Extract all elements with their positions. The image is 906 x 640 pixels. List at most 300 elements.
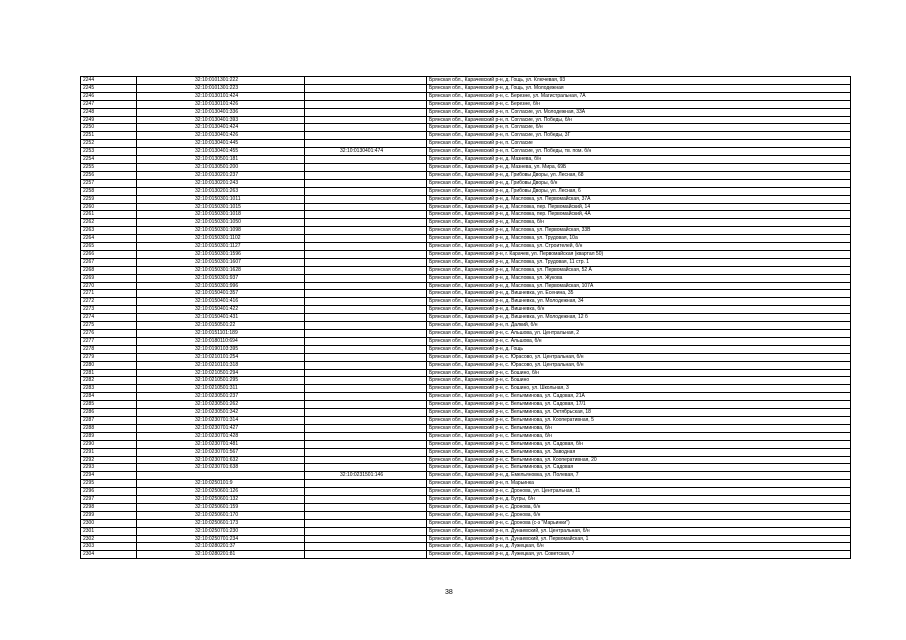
table-row [81,282,851,290]
address-cell: Брянская обл., Карачевский р-н, с. Вельяминова, ул. Кооперативная, 5 [427,416,851,424]
cadastral-number-cell: 32:10:0280201:37 [137,543,305,551]
row-number-cell: 2268 [81,266,137,274]
table-row [81,424,851,432]
address-cell: Брянская обл., Карачевский р-н, с. Вельяминова, ул. Садовая [427,464,851,472]
linked-cadastral-number-cell [305,416,427,424]
address-cell: Брянская обл., Карачевский р-н, д. Мазнева, б/н [427,156,851,164]
row-number-cell: 2277 [81,337,137,345]
row-number-cell: 2250 [81,124,137,132]
table-row [81,298,851,306]
row-number-cell: 2288 [81,424,137,432]
table-row [81,432,851,440]
row-number-cell: 2274 [81,314,137,322]
address-cell: Брянская обл., Карачевский р-н, с. Дронова, б/н [427,503,851,511]
linked-cadastral-number-cell [305,179,427,187]
linked-cadastral-number-cell [305,393,427,401]
cadastral-number-cell: 32:10:0130201:243 [137,179,305,187]
cadastral-number-cell: 32:10:0230501:237 [137,393,305,401]
address-cell: Брянская обл., Карачевский р-н, с. Юрасово, ул. Центральная, б/н [427,353,851,361]
address-cell: Брянская обл., Карачевский р-н, с. Вельяминова, ул. Заводная [427,448,851,456]
cadastral-number-cell: 32:10:0130101:426 [137,100,305,108]
cadastral-number-cell: 32:10:0150301:1596 [137,250,305,258]
cadastral-number-cell: 32:10:0130401:393 [137,116,305,124]
cadastral-number-cell: 32:10:0210101:254 [137,353,305,361]
row-number-cell: 2262 [81,219,137,227]
row-number-cell: 2291 [81,448,137,456]
address-cell: Брянская обл., Карачевский р-н, д. Масловка, ул. Трудовая, 10а [427,235,851,243]
cadastral-number-cell: 32:10:0230701:427 [137,424,305,432]
address-cell: Брянская обл., Карачевский р-н, п. Согласие, ул. Победы, 3Г [427,132,851,140]
linked-cadastral-number-cell [305,448,427,456]
linked-cadastral-number-cell [305,171,427,179]
cadastral-number-cell: 32:10:0250701:230 [137,527,305,535]
cadastral-number-cell: 32:10:0150301:1102 [137,235,305,243]
cadastral-number-cell [137,472,305,480]
linked-cadastral-number-cell [305,503,427,511]
linked-cadastral-number-cell [305,401,427,409]
address-cell: Брянская обл., Карачевский р-н, д. Масловка, ул. Жукова [427,274,851,282]
cadastral-number-cell: 32:10:0101301:223 [137,84,305,92]
cadastral-table [80,76,851,559]
row-number-cell: 2270 [81,282,137,290]
table-row [81,250,851,258]
address-cell: Брянская обл., Карачевский р-н, п. Согласие, ул. Победы, б/н [427,116,851,124]
cadastral-number-cell: 32:10:0150501:22 [137,322,305,330]
linked-cadastral-number-cell [305,219,427,227]
address-cell: Брянская обл., Карачевский р-н, д. Вишневка, б/н [427,306,851,314]
address-cell: Брянская обл., Карачевский р-н, п. Дунаевский, ул. Первомайская, 1 [427,535,851,543]
table-row [81,409,851,417]
linked-cadastral-number-cell [305,456,427,464]
table-row [81,440,851,448]
row-number-cell: 2256 [81,171,137,179]
table-row [81,330,851,338]
table-row [81,377,851,385]
table-row [81,314,851,322]
address-cell: Брянская обл., Карачевский р-н, д. Емельяновка, ул. Полевая, 7 [427,472,851,480]
table-row [81,156,851,164]
linked-cadastral-number-cell [305,385,427,393]
row-number-cell: 2264 [81,235,137,243]
address-cell: Брянская обл., Карачевский р-н, п. Согласие [427,140,851,148]
cadastral-number-cell: 32:10:0150301:1628 [137,266,305,274]
cadastral-number-cell: 32:10:0150401:431 [137,314,305,322]
address-cell: Брянская обл., Карачевский р-н, д. Масловка, пер. Первомайский, 4А [427,211,851,219]
row-number-cell: 2297 [81,496,137,504]
row-number-cell: 2293 [81,464,137,472]
cadastral-number-cell: 32:10:0210501:294 [137,369,305,377]
row-number-cell: 2253 [81,148,137,156]
table-row [81,211,851,219]
table-row [81,322,851,330]
row-number-cell: 2251 [81,132,137,140]
table-row [81,179,851,187]
table-row [81,187,851,195]
row-number-cell: 2279 [81,353,137,361]
row-number-cell: 2272 [81,298,137,306]
address-cell: Брянская обл., Карачевский р-н, п. Согласие, б/н [427,124,851,132]
linked-cadastral-number-cell [305,258,427,266]
address-cell: Брянская обл., Карачевский р-н, д. Масловка, ул. Строителей, б/н [427,243,851,251]
linked-cadastral-number-cell [305,496,427,504]
address-cell: Брянская обл., Карачевский р-н, д. Грибовы Дворы, ул. Лесная, 6 [427,187,851,195]
address-cell: Брянская обл., Карачевский р-н, с. Юрасово, ул. Центральная, б/н [427,361,851,369]
table-row [81,345,851,353]
linked-cadastral-number-cell [305,306,427,314]
linked-cadastral-number-cell [305,551,427,559]
table-row [81,503,851,511]
linked-cadastral-number-cell [305,84,427,92]
cadastral-number-cell: 32:10:0230701:638 [137,464,305,472]
cadastral-number-cell: 32:10:0150301:1011 [137,195,305,203]
cadastral-number-cell: 32:10:0151101:189 [137,330,305,338]
cadastral-number-cell: 32:10:0130401:455 [137,148,305,156]
row-number-cell: 2255 [81,163,137,171]
address-cell: Брянская обл., Карачевский р-н, д. Масловка, ул. Трудовая, 11 стр. 1 [427,258,851,266]
cadastral-number-cell: 32:10:0150301:1015 [137,203,305,211]
cadastral-number-cell: 32:10:0230701:428 [137,432,305,440]
row-number-cell: 2247 [81,100,137,108]
row-number-cell: 2249 [81,116,137,124]
linked-cadastral-number-cell [305,424,427,432]
row-number-cell: 2267 [81,258,137,266]
table-row [81,369,851,377]
linked-cadastral-number-cell [305,369,427,377]
cadastral-number-cell: 32:10:0230701:314 [137,416,305,424]
row-number-cell: 2245 [81,84,137,92]
linked-cadastral-number-cell [305,361,427,369]
linked-cadastral-number-cell [305,535,427,543]
table-row [81,219,851,227]
table-row [81,243,851,251]
address-cell: Брянская обл., Карачевский р-н, д. Вишневка, ул. Молодежная, 12 б [427,314,851,322]
row-number-cell: 2285 [81,401,137,409]
row-number-cell: 2257 [81,179,137,187]
linked-cadastral-number-cell: 32:10:0130401:474 [305,148,427,156]
row-number-cell: 2286 [81,409,137,417]
table-row [81,551,851,559]
cadastral-number-cell: 32:10:0210501:311 [137,385,305,393]
table-row [81,306,851,314]
table-row [81,472,851,480]
row-number-cell: 2290 [81,440,137,448]
address-cell: Брянская обл., Карачевский р-н, п. Далкий, б/н [427,322,851,330]
table-row [81,132,851,140]
cadastral-number-cell: 32:10:0130201:237 [137,171,305,179]
row-number-cell: 2276 [81,330,137,338]
table-row [81,290,851,298]
cadastral-number-cell: 32:10:0230501:342 [137,409,305,417]
table-row [81,274,851,282]
cadastral-number-cell: 32:10:0210501:295 [137,377,305,385]
address-cell: Брянская обл., Карачевский р-н, с. Вельяминова, б/н [427,432,851,440]
row-number-cell: 2246 [81,92,137,100]
cadastral-number-cell: 32:10:0250601:170 [137,511,305,519]
row-number-cell: 2298 [81,503,137,511]
row-number-cell: 2284 [81,393,137,401]
address-cell: Брянская обл., Карачевский р-н, с. Вельяминова, ул. Садовая, 21А [427,393,851,401]
linked-cadastral-number-cell [305,124,427,132]
table-row [81,511,851,519]
row-number-cell: 2301 [81,527,137,535]
table-row [81,416,851,424]
cadastral-number-cell: 32:10:0230701:481 [137,440,305,448]
table-body [81,77,851,559]
linked-cadastral-number-cell [305,519,427,527]
table-row [81,480,851,488]
address-cell: Брянская обл., Карачевский р-н, д. Гощь, ул. Ключевая, 93 [427,77,851,85]
address-cell: Брянская обл., Карачевский р-н, п. Согласие, ул. Молодежная, 33А [427,108,851,116]
row-number-cell: 2271 [81,290,137,298]
linked-cadastral-number-cell [305,156,427,164]
row-number-cell: 2261 [81,211,137,219]
linked-cadastral-number-cell [305,480,427,488]
address-cell: Брянская обл., Карачевский р-н, с. Дронова, б/н [427,511,851,519]
table-row [81,227,851,235]
row-number-cell: 2300 [81,519,137,527]
linked-cadastral-number-cell [305,195,427,203]
table-row [81,92,851,100]
table-row [81,527,851,535]
cadastral-number-cell: 32:10:0250601:159 [137,503,305,511]
cadastral-number-cell: 32:10:0230501:262 [137,401,305,409]
cadastral-number-cell: 32:10:0250101:9 [137,480,305,488]
address-cell: Брянская обл., Карачевский р-н, д. Лужецкая, б/н [427,543,851,551]
row-number-cell: 2280 [81,361,137,369]
linked-cadastral-number-cell [305,274,427,282]
table-row [81,203,851,211]
cadastral-number-cell: 32:10:0250601:126 [137,488,305,496]
linked-cadastral-number-cell [305,432,427,440]
address-cell: Брянская обл., Карачевский р-н, с. Вельяминова, ул. Кооперативная, 20 [427,456,851,464]
cadastral-number-cell: 32:10:0280201:81 [137,551,305,559]
linked-cadastral-number-cell [305,322,427,330]
cadastral-number-cell: 32:10:0150401:357 [137,290,305,298]
cadastral-number-cell: 32:10:0190103:395 [137,345,305,353]
table-row [81,519,851,527]
row-number-cell: 2258 [81,187,137,195]
linked-cadastral-number-cell [305,250,427,258]
row-number-cell: 2266 [81,250,137,258]
linked-cadastral-number-cell [305,527,427,535]
cadastral-number-cell: 32:10:0130401:424 [137,124,305,132]
address-cell: Брянская обл., Карачевский р-н, с. Бошино, б/н [427,369,851,377]
table-row [81,337,851,345]
table-row [81,108,851,116]
linked-cadastral-number-cell [305,409,427,417]
cadastral-number-cell: 32:10:0150401:416 [137,298,305,306]
linked-cadastral-number-cell [305,132,427,140]
address-cell: Брянская обл., Карачевский р-н, с. Березне, ул. Магистральная, 7А [427,92,851,100]
address-cell: Брянская обл., Карачевский р-н, с. Альшова, ул. Центральная, 2 [427,330,851,338]
cadastral-number-cell: 32:10:0150301:1050 [137,219,305,227]
address-cell: Брянская обл., Карачевский р-н, г. Карачев, ул. Первомайская (квартал 50) [427,250,851,258]
cadastral-number-cell: 32:10:0150301:937 [137,274,305,282]
address-cell: Брянская обл., Карачевский р-н, с. Бошино [427,377,851,385]
cadastral-number-cell: 32:10:0180110:694 [137,337,305,345]
row-number-cell: 2259 [81,195,137,203]
row-number-cell: 2283 [81,385,137,393]
table-row [81,195,851,203]
row-number-cell: 2289 [81,432,137,440]
address-cell: Брянская обл., Карачевский р-н, п. Марьинка [427,480,851,488]
table-row [81,361,851,369]
address-cell: Брянская обл., Карачевский р-н, с. Альшова, б/н [427,337,851,345]
cadastral-number-cell: 32:10:0101301:222 [137,77,305,85]
address-cell: Брянская обл., Карачевский р-н, с. Дронова (с-з "Марьинки") [427,519,851,527]
linked-cadastral-number-cell [305,282,427,290]
table-row [81,488,851,496]
row-number-cell: 2296 [81,488,137,496]
table-row [81,235,851,243]
linked-cadastral-number-cell [305,243,427,251]
cadastral-number-cell: 32:10:0150301:1098 [137,227,305,235]
linked-cadastral-number-cell [305,203,427,211]
address-cell: Брянская обл., Карачевский р-н, д. Вишневка, ул. Молодежная, 34 [427,298,851,306]
cadastral-number-cell: 32:10:0230701:632 [137,456,305,464]
row-number-cell: 2278 [81,345,137,353]
linked-cadastral-number-cell [305,116,427,124]
table-row [81,258,851,266]
cadastral-number-cell: 32:10:0150301:996 [137,282,305,290]
linked-cadastral-number-cell [305,77,427,85]
address-cell: Брянская обл., Карачевский р-н, д. Грибовы Дворы, б/н [427,179,851,187]
table-row [81,393,851,401]
address-cell: Брянская обл., Карачевский р-н, д. Мазнева, ул. Мира, 69Б [427,163,851,171]
cadastral-number-cell: 32:10:0230701:567 [137,448,305,456]
row-number-cell: 2275 [81,322,137,330]
row-number-cell: 2282 [81,377,137,385]
row-number-cell: 2273 [81,306,137,314]
address-cell: Брянская обл., Карачевский р-н, с. Дронова, ул. Центральная, 11 [427,488,851,496]
linked-cadastral-number-cell: 32:10:0231501:146 [305,472,427,480]
table-row [81,456,851,464]
address-cell: Брянская обл., Карачевский р-н, д. Лужецкая, ул. Советская, 7 [427,551,851,559]
address-cell: Брянская обл., Карачевский р-н, д. Гощь, ул. Молодежная [427,84,851,92]
address-cell: Брянская обл., Карачевский р-н, д. Масловка, ул. Первомайская, 33В [427,227,851,235]
address-cell: Брянская обл., Карачевский р-н, с. Бошино, ул. Школьная, 3 [427,385,851,393]
linked-cadastral-number-cell [305,314,427,322]
cadastral-number-cell: 32:10:0150401:422 [137,306,305,314]
row-number-cell: 2281 [81,369,137,377]
table-row [81,448,851,456]
table-row [81,543,851,551]
address-cell: Брянская обл., Карачевский р-н, с. Вельяминова, ул. Октябрьская, 18 [427,409,851,417]
linked-cadastral-number-cell [305,92,427,100]
address-cell: Брянская обл., Карачевский р-н, д. Бугры, б/н [427,496,851,504]
address-cell: Брянская обл., Карачевский р-н, д. Вишневка, ул. Есенина, 35 [427,290,851,298]
row-number-cell: 2303 [81,543,137,551]
row-number-cell: 2269 [81,274,137,282]
table-row [81,100,851,108]
linked-cadastral-number-cell [305,298,427,306]
row-number-cell: 2295 [81,480,137,488]
address-cell: Брянская обл., Карачевский р-н, п. Дунаевский, ул. Центральная, б/н [427,527,851,535]
linked-cadastral-number-cell [305,488,427,496]
table-row [81,148,851,156]
table-row [81,535,851,543]
address-cell: Брянская обл., Карачевский р-н, с. Березне, б/н [427,100,851,108]
table-row [81,464,851,472]
address-cell: Брянская обл., Карачевский р-н, д. Масловка, б/н [427,219,851,227]
cadastral-number-cell: 32:10:0130501:200 [137,163,305,171]
table-row [81,116,851,124]
row-number-cell: 2287 [81,416,137,424]
linked-cadastral-number-cell [305,511,427,519]
cadastral-number-cell: 32:10:0210101:318 [137,361,305,369]
row-number-cell: 2260 [81,203,137,211]
cadastral-number-cell: 32:10:0150301:1127 [137,243,305,251]
row-number-cell: 2244 [81,77,137,85]
address-cell: Брянская обл., Карачевский р-н, с. Вельяминова, ул. Садовая, 17/1 [427,401,851,409]
table-row [81,266,851,274]
table-row [81,84,851,92]
linked-cadastral-number-cell [305,440,427,448]
linked-cadastral-number-cell [305,140,427,148]
linked-cadastral-number-cell [305,353,427,361]
cadastral-number-cell: 32:10:0150301:1607 [137,258,305,266]
row-number-cell: 2302 [81,535,137,543]
row-number-cell: 2263 [81,227,137,235]
linked-cadastral-number-cell [305,163,427,171]
cadastral-number-cell: 32:10:0250701:234 [137,535,305,543]
row-number-cell: 2265 [81,243,137,251]
linked-cadastral-number-cell [305,108,427,116]
cadastral-number-cell: 32:10:0150301:1018 [137,211,305,219]
table-row [81,124,851,132]
table-row [81,353,851,361]
table-row [81,77,851,85]
linked-cadastral-number-cell [305,290,427,298]
linked-cadastral-number-cell [305,337,427,345]
linked-cadastral-number-cell [305,330,427,338]
table-row [81,385,851,393]
address-cell: Брянская обл., Карачевский р-н, д. Грибовы Дворы, ул. Лесная, 68 [427,171,851,179]
address-cell: Брянская обл., Карачевский р-н, д. Масловка, ул. Первомайская, 52 А [427,266,851,274]
address-cell: Брянская обл., Карачевский р-н, п. Согласие, ул. Победы, тв. пом. б/н [427,148,851,156]
linked-cadastral-number-cell [305,377,427,385]
table-row [81,171,851,179]
row-number-cell: 2304 [81,551,137,559]
row-number-cell: 2292 [81,456,137,464]
cadastral-number-cell: 32:10:0130401:336 [137,108,305,116]
address-cell: Брянская обл., Карачевский р-н, д. Масловка, пер. Первомайский, 14 [427,203,851,211]
row-number-cell: 2252 [81,140,137,148]
linked-cadastral-number-cell [305,345,427,353]
cadastral-number-cell: 32:10:0130501:181 [137,156,305,164]
table-row [81,163,851,171]
linked-cadastral-number-cell [305,187,427,195]
address-cell: Брянская обл., Карачевский р-н, д. Масловка, ул. Первомайская, 107А [427,282,851,290]
table-row [81,496,851,504]
address-cell: Брянская обл., Карачевский р-н, с. Вельяминова, ул. Садовая, б/н [427,440,851,448]
address-cell: Брянская обл., Карачевский р-н, с. Вельяминова, б/н [427,424,851,432]
address-cell: Брянская обл., Карачевский р-н, д. Гощь [427,345,851,353]
cadastral-number-cell: 32:10:0130401:445 [137,140,305,148]
cadastral-number-cell: 32:10:0130201:263 [137,187,305,195]
cadastral-number-cell: 32:10:0250601:173 [137,519,305,527]
row-number-cell: 2248 [81,108,137,116]
linked-cadastral-number-cell [305,227,427,235]
linked-cadastral-number-cell [305,100,427,108]
table-row [81,140,851,148]
linked-cadastral-number-cell [305,211,427,219]
cadastral-number-cell: 32:10:0130401:426 [137,132,305,140]
cadastral-number-cell: 32:10:0250601:132 [137,496,305,504]
row-number-cell: 2299 [81,511,137,519]
linked-cadastral-number-cell [305,235,427,243]
linked-cadastral-number-cell [305,266,427,274]
